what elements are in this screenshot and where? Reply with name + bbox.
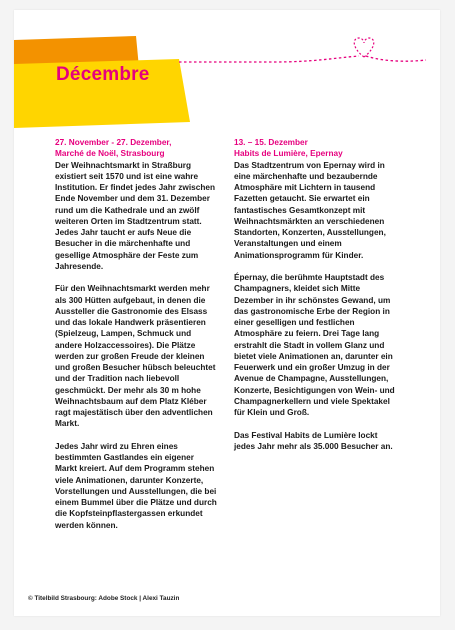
event-name: Marché de Noël, Strasbourg (55, 149, 165, 159)
event-paragraph: Der Weihnachtsmarkt in Straßburg existiert seit 1570 und ist eine wahre Institution. Er findet jedes Jahr zwischen Ende November und dem 31. Dezember rund um die Kathedrale und an zwölf weiteren Orten im Stadtzentrum statt. Jedes Jahr taucht er aufs Neue die Besucher in die märchenhafte und gesellige Atmosphäre der Feste zum Jahresende. (55, 160, 215, 271)
event-name: Habits de Lumière, Epernay (234, 149, 343, 159)
dotted-line-tail (366, 56, 426, 61)
event-paragraph: Das Stadtzentrum von Epernay wird in eine märchenhafte und bezaubernde Atmosphäre mit Lichtern in tausend Fazetten getaucht. Sie erwartet ein fantastisches Gesamtkonzept mit Weihnachtsmärkten an verschiedenen Standorten, Konzerten, Ausstellungen, Veranstaltungen und einem Animationsprogramm für Kinder. (234, 160, 386, 260)
event-column-strasbourg (55, 137, 218, 531)
image-credit: © Titelbild Strasbourg: Adobe Stock | Alexi Tauzin (28, 595, 180, 602)
event-date: 13. – 15. Dezember (234, 138, 308, 147)
page-title: Décembre (56, 64, 150, 85)
heart-icon (354, 38, 373, 57)
page (14, 10, 440, 616)
dotted-line-decoration (179, 56, 359, 62)
event-date: 27. November - 27. Dezember, (55, 138, 172, 147)
event-paragraph: Épernay, die berühmte Hauptstadt des Champagners, kleidet sich Mitte Dezember in ihr schönstes Gewand, um das gastronomische Erbe der Region in einer geselligen und festlichen Atmosphäre zu feiern. Drei Tage lang erstrahlt die Stadt in vollem Glanz und bietet viele Animationen an, darunter ein Feuerwerk und ein großer Umzug in der Avenue de Champagne, Ausstellungen, Konzerte, Besichtigungen von Wein- und Champagnerkellern und viele Spektakel für Klein und Groß. (234, 273, 395, 417)
event-column-epernay (234, 137, 397, 452)
event-paragraph: Jedes Jahr wird zu Ehren eines bestimmten Gastlandes ein eigener Markt kreiert. Auf dem Programm stehen viele Animationen, darunter Konzerte, Vorstellungen und Ausstellungen, die bei einem Bummel über die Plätze und durch die Kopfsteinpflastergassen erkundet werden können. (55, 441, 217, 530)
event-paragraph: Für den Weihnachtsmarkt werden mehr als 300 Hütten aufgebaut, in denen die Aussteller die Gastronomie des Elsass und das lokale Handwerk präsentieren (Spielzeug, Lampen, Schmuck und andere Holzaccessoires). Die Plätze werden zur großen Freude der kleinen und großen Besucher hübsch beleuchtet und der Tradition nach liebevoll geschmückt. Der mehr als 30 m hohe Weihnachtsbaum auf dem Platz Kléber ragt majestätisch über den adventlichen Markt. (55, 284, 216, 429)
event-paragraph: Das Festival Habits de Lumière lockt jedes Jahr mehr als 35.000 Besucher an. (234, 430, 393, 451)
